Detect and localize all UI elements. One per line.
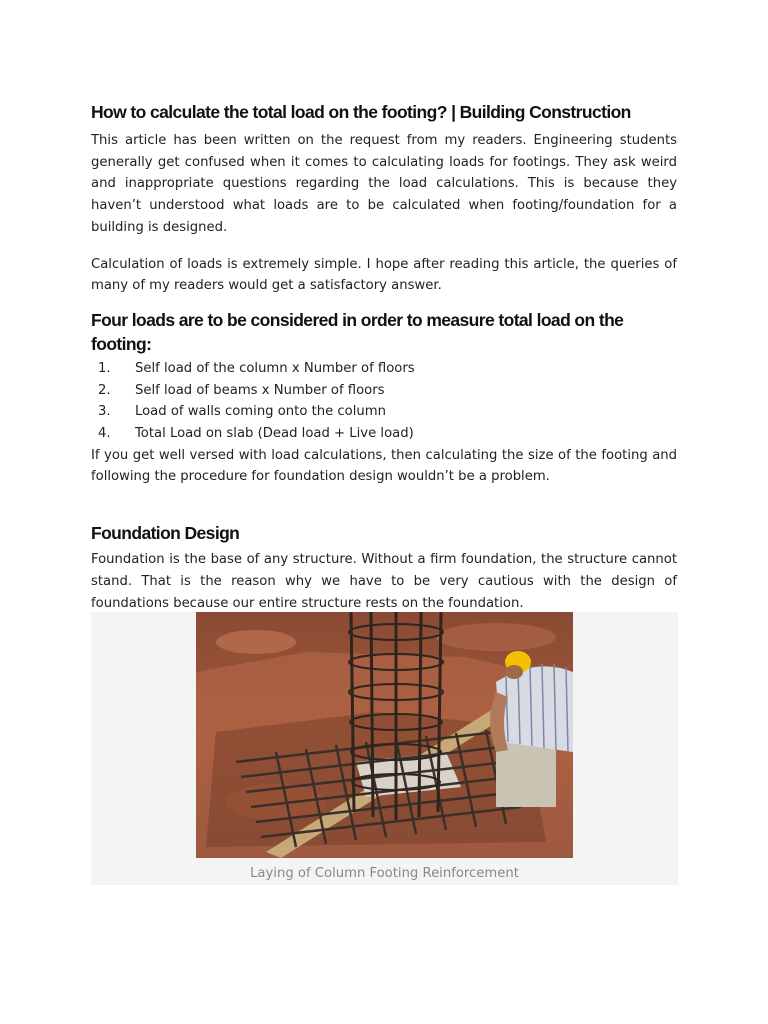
list-item-text: Load of walls coming onto the column: [135, 404, 386, 420]
list-item: [91, 401, 677, 423]
figure: [91, 612, 678, 885]
article-body: [91, 100, 677, 614]
list-item-number: 3.: [98, 404, 111, 420]
loads-heading: Four loads are to be considered in order to measure total load on the footing:: [91, 309, 624, 354]
loads-list: [91, 358, 677, 445]
list-item-number: 2.: [98, 382, 111, 398]
list-item: [91, 358, 677, 380]
second-paragraph: Calculation of loads is extremely simple. I hope after reading this article, the queries of many of my readers would get a satisfactory answer.: [91, 256, 677, 294]
intro-paragraph: This article has been written on the request from my readers. Engineering students generally get confused when it comes to calculating loads for footings. They ask weird and inappropriate questions regarding the load calculations. This is because they haven’t understood what loads are to be calculated when footing/foundation for a building is designed.: [91, 133, 677, 235]
footing-photo-illustration: [196, 612, 573, 858]
footing-reinforcement-photo: [196, 612, 573, 858]
list-item: [91, 423, 677, 445]
figure-caption: Laying of Column Footing Reinforcement: [250, 866, 519, 881]
list-item-number: 4.: [98, 426, 111, 442]
list-item-text: Total Load on slab (Dead load + Live load): [135, 426, 414, 442]
after-list-paragraph: If you get well versed with load calculations, then calculating the size of the footing and following the procedure for foundation design wouldn’t be a problem.: [91, 447, 677, 485]
list-item-text: Self load of beams x Number of floors: [135, 382, 385, 398]
list-item-number: 1.: [98, 360, 111, 376]
list-item: [91, 380, 677, 402]
foundation-heading: Foundation Design: [91, 523, 240, 544]
foundation-paragraph: Foundation is the base of any structure. Without a firm foundation, the structure cannot stand. That is the reason why we have to be very cautious with the design of foundations because our entire structure rests on the foundation.: [91, 552, 677, 611]
list-item-text: Self load of the column x Number of floors: [135, 360, 415, 376]
article-title: How to calculate the total load on the footing? | Building Construction: [91, 102, 631, 122]
